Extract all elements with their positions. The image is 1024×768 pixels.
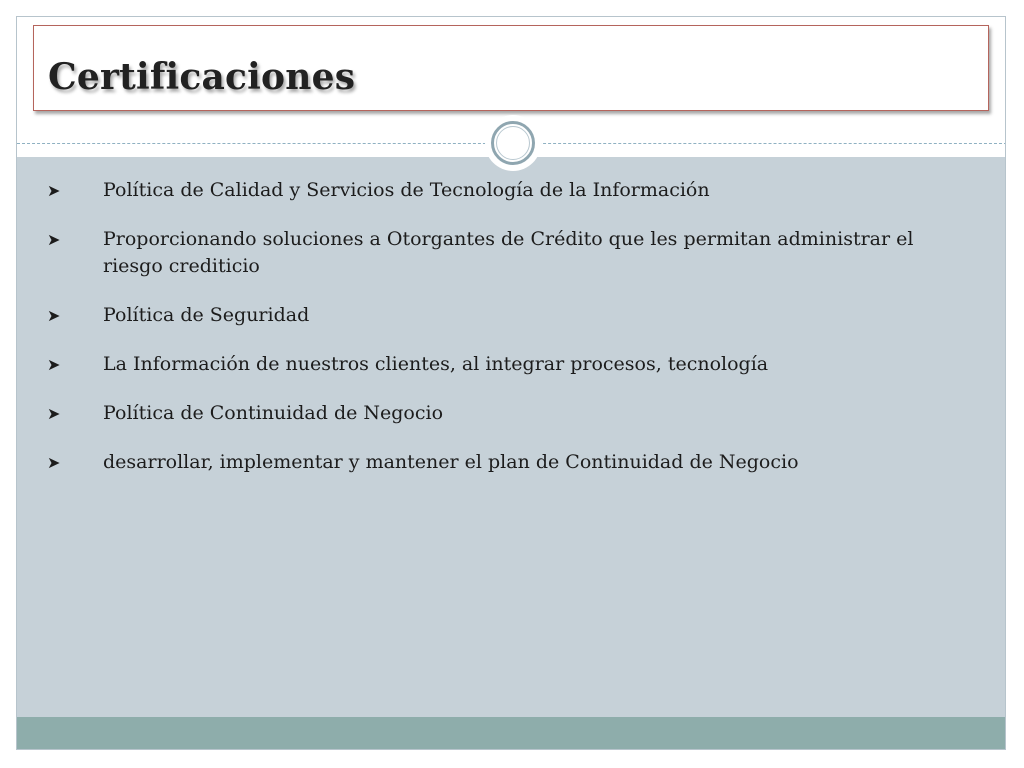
- bullet-text: Política de Calidad y Servicios de Tecnología de la Información: [103, 179, 710, 201]
- title-box: [33, 25, 989, 111]
- bullet-text: La Información de nuestros clientes, al integrar procesos, tecnología: [103, 353, 769, 375]
- slide-title: Certificaciones: [48, 56, 356, 98]
- arrowhead-bullet-icon: ➤: [47, 355, 61, 374]
- bullet-item: [17, 302, 1006, 329]
- bullet-text: Política de Seguridad: [103, 304, 310, 326]
- arrowhead-bullet-icon: ➤: [47, 306, 61, 325]
- arrowhead-bullet-icon: ➤: [47, 404, 61, 423]
- bullet-text: Política de Continuidad de Negocio: [103, 402, 444, 424]
- bullet-item: [17, 449, 1006, 476]
- bullet-list: [17, 177, 1006, 498]
- circle-ornament-icon: [485, 115, 541, 171]
- arrowhead-bullet-icon: ➤: [47, 453, 61, 472]
- bullet-text: desarrollar, implementar y mantener el plan de Continuidad de Negocio: [103, 451, 799, 473]
- slide: [16, 16, 1006, 750]
- bullet-item: [17, 226, 1006, 280]
- bullet-text: Proporcionando soluciones a Otorgantes de Crédito que les permitan administrar el riesgo crediticio: [103, 228, 914, 277]
- footer-bar: [17, 717, 1006, 750]
- arrowhead-bullet-icon: ➤: [47, 181, 61, 200]
- bullet-item: [17, 400, 1006, 427]
- arrowhead-bullet-icon: ➤: [47, 230, 61, 249]
- ornament-inner-ring: [496, 126, 530, 160]
- bullet-item: [17, 177, 1006, 204]
- bullet-item: [17, 351, 1006, 378]
